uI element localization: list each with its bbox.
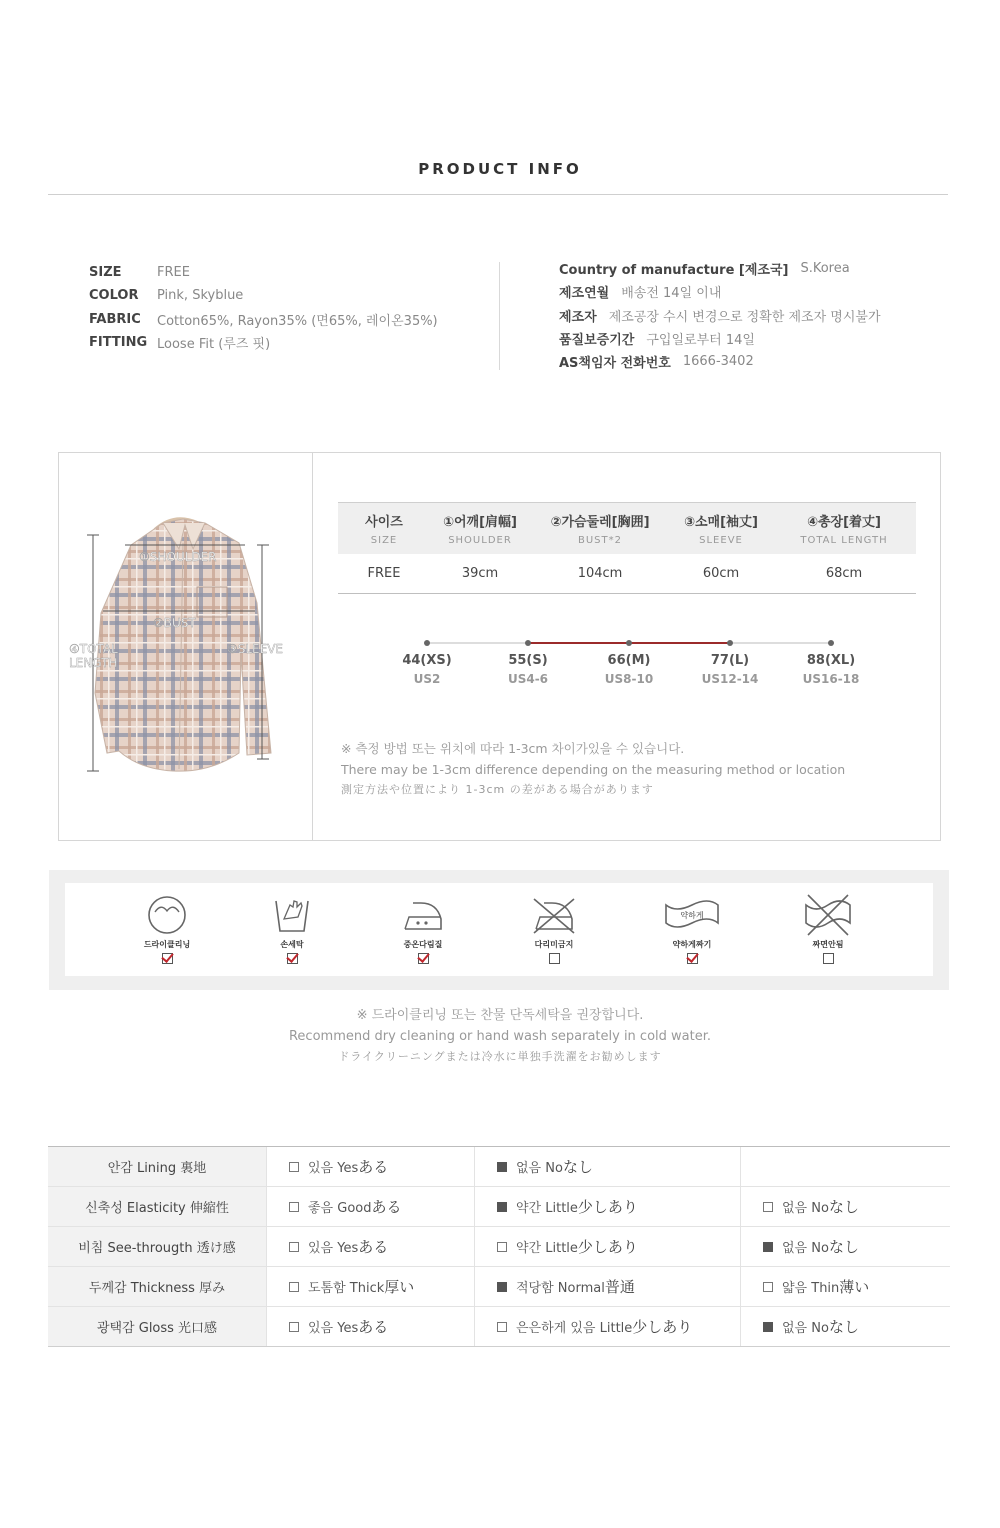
feature-option (474, 1187, 740, 1226)
info-label: Country of manufacture [제조국] (559, 263, 789, 279)
shoulder-label: ①SHOULDER (139, 550, 217, 564)
info-row-fitting (89, 331, 438, 354)
feature-option (266, 1307, 474, 1346)
option-text-jp: なし (562, 1158, 593, 1176)
option-checkbox[interactable] (497, 1202, 507, 1212)
section-title: PRODUCT INFO (418, 160, 582, 178)
feature-option (474, 1147, 740, 1186)
info-row-color (89, 284, 438, 307)
scale-dot (424, 640, 430, 646)
feature-label: 신축성 Elasticity 伸縮性 (48, 1187, 266, 1226)
info-value: Loose Fit (루즈 핏) (157, 337, 271, 353)
scale-us-size: US2 (413, 672, 441, 686)
scale-size: 88(XL) (806, 653, 856, 668)
table-cell: FREE (367, 566, 401, 581)
scale-size: 66(M) (607, 653, 651, 668)
header-en: BUST*2 (578, 535, 622, 546)
scale-label (488, 653, 568, 686)
bust-label: ②BUST (153, 616, 196, 630)
option-checkbox[interactable] (289, 1162, 299, 1172)
table-row (48, 1147, 950, 1187)
care-icons (65, 883, 933, 976)
header-ko: ②가슴둘레[胸囲] (550, 515, 650, 530)
option-text: 약간 Little (516, 1201, 578, 1216)
header-ko: 사이즈 (365, 515, 403, 530)
option-checkbox[interactable] (497, 1162, 507, 1172)
feature-option (266, 1227, 474, 1266)
info-label: 제조연월 (559, 286, 610, 302)
dry-clean-icon (145, 893, 189, 937)
option-checkbox[interactable] (289, 1322, 299, 1332)
scale-size: 55(S) (508, 653, 548, 668)
care-label: 약하게짜기 (672, 940, 712, 949)
feature-option (740, 1227, 950, 1266)
option-text-jp: ある (358, 1318, 389, 1336)
option-text: 약간 Little (516, 1241, 578, 1256)
gentle-wash-icon (662, 893, 722, 937)
hand-wash-icon (270, 893, 314, 937)
feature-label: 두께감 Thickness 厚み (48, 1267, 266, 1306)
care-item-gentle-wash (647, 893, 737, 964)
title-divider (48, 194, 948, 195)
no-iron-icon (532, 893, 576, 937)
care-checkbox[interactable] (418, 953, 429, 964)
option-text: 적당함 Normal (516, 1281, 605, 1296)
info-label: 제조자 (559, 309, 597, 325)
feature-label: 안감 Lining 裏地 (48, 1147, 266, 1186)
option-text: 은은하게 있음 Little (516, 1321, 633, 1336)
scale-dot (828, 640, 834, 646)
option-text-jp: 厚い (384, 1278, 415, 1296)
option-text-jp: 少しあり (632, 1318, 693, 1336)
option-text: 있음 Yes (308, 1161, 359, 1176)
header-en: SLEEVE (699, 535, 743, 546)
gentle-wash-text: 약하게 (680, 911, 704, 920)
option-text: 있음 Yes (308, 1241, 359, 1256)
table-row (48, 1187, 950, 1227)
scale-us-size: US4-6 (507, 672, 549, 686)
table-cell: 60cm (702, 566, 740, 581)
scale-size: 44(XS) (402, 653, 452, 668)
total-length-label: ④TOTAL (69, 642, 118, 656)
care-checkbox[interactable] (687, 953, 698, 964)
care-label: 짜면안됨 (812, 940, 844, 949)
option-text-jp: ある (358, 1158, 389, 1176)
option-checkbox[interactable] (289, 1242, 299, 1252)
care-label: 손세탁 (280, 940, 304, 949)
care-checkbox[interactable] (162, 953, 173, 964)
option-text: 도톰함 Thick (308, 1281, 385, 1296)
care-item-no-wring (783, 893, 873, 964)
info-row-size (89, 261, 438, 284)
care-checkbox[interactable] (823, 953, 834, 964)
feature-option (740, 1147, 950, 1186)
option-checkbox[interactable] (289, 1202, 299, 1212)
header-ko: ④총장[着丈] (806, 515, 881, 530)
info-value: 1666-3402 (682, 354, 754, 370)
option-text: 없음 No (516, 1161, 563, 1176)
option-text-jp: なし (828, 1198, 859, 1216)
feature-option (266, 1267, 474, 1306)
info-row-warranty (559, 327, 881, 350)
iron-icon (401, 893, 445, 937)
option-text: 없음 No (782, 1321, 829, 1336)
table-cell: 104cm (577, 566, 623, 581)
size-note-ja: 測定方法や位置により 1-3cm の差がある場合があります (341, 783, 654, 796)
info-label: SIZE (89, 265, 122, 281)
feature-option (474, 1227, 740, 1266)
option-text-jp: 薄い (839, 1278, 870, 1296)
care-item-dry-clean (122, 893, 212, 964)
info-row-country (559, 257, 881, 280)
feature-option (266, 1147, 474, 1186)
option-text-jp: なし (828, 1318, 859, 1336)
no-wring-icon (802, 893, 854, 937)
option-checkbox[interactable] (763, 1322, 773, 1332)
care-checkbox[interactable] (549, 953, 560, 964)
option-text-jp: ある (371, 1198, 402, 1216)
option-checkbox[interactable] (497, 1242, 507, 1252)
size-note-en: There may be 1-3cm difference depending on the measuring method or location (341, 761, 846, 777)
product-info-right (559, 257, 881, 373)
option-text-jp: 少しあり (577, 1198, 638, 1216)
feature-table (48, 1146, 950, 1347)
table-row (48, 1267, 950, 1307)
info-value: FREE (157, 265, 190, 281)
feature-option (266, 1187, 474, 1226)
info-value: 제조공장 수시 변경으로 정확한 제조자 명시불가 (608, 309, 881, 325)
feature-label: 광택감 Gloss 光口感 (48, 1307, 266, 1346)
option-text-jp: 普通 (604, 1278, 635, 1296)
option-checkbox[interactable] (763, 1282, 773, 1292)
scale-label (690, 653, 770, 686)
scale-dot (727, 640, 733, 646)
info-label: AS책임자 전화번호 (559, 356, 671, 372)
header-en: SIZE (370, 535, 398, 546)
header-ko: ③소매[袖丈] (683, 515, 758, 530)
info-row-fabric (89, 308, 438, 331)
size-note-ko: ※ 측정 방법 또는 위치에 따라 1-3cm 차이가있을 수 있습니다. (341, 741, 685, 756)
care-label: 중온다림질 (403, 940, 443, 949)
info-value: 구입일로부터 14일 (646, 333, 755, 349)
info-label: COLOR (89, 288, 139, 304)
table-row (48, 1307, 950, 1347)
option-checkbox[interactable] (497, 1282, 507, 1292)
info-divider (499, 262, 500, 370)
scale-us-size: US16-18 (802, 672, 860, 686)
scale-dot (525, 640, 531, 646)
scale-size: 77(L) (710, 653, 750, 668)
header-ko: ①어깨[肩幅] (442, 515, 517, 530)
option-checkbox[interactable] (763, 1242, 773, 1252)
feature-option (740, 1307, 950, 1346)
info-label: 품질보증기간 (559, 333, 635, 349)
scale-dot (626, 640, 632, 646)
option-text-jp: 少しあり (577, 1238, 638, 1256)
care-panel (49, 870, 949, 990)
info-value: Pink, Skyblue (157, 288, 244, 304)
info-label: FITTING (89, 335, 148, 351)
option-checkbox[interactable] (497, 1322, 507, 1332)
total-length-label-2: LENGTH (69, 656, 118, 670)
feature-label: 비침 See-througth 透け感 (48, 1227, 266, 1266)
option-text-jp: ある (358, 1238, 389, 1256)
header-en: TOTAL LENGTH (800, 535, 888, 546)
care-item-iron (378, 893, 468, 964)
info-value: 배송전 14일 이내 (621, 286, 722, 302)
table-row (48, 1227, 950, 1267)
care-note-ja: ドライクリーニングまたは冷水に単独手洗濯をお勧めします (338, 1050, 662, 1063)
option-checkbox[interactable] (763, 1202, 773, 1212)
size-notes (341, 739, 845, 801)
scale-label (387, 653, 467, 686)
info-row-date (559, 280, 881, 303)
sleeve-label: ③SLEEVE (227, 642, 284, 656)
option-text: 있음 Yes (308, 1321, 359, 1336)
product-info-left (89, 261, 438, 354)
feature-option (740, 1187, 950, 1226)
header-en: SHOULDER (448, 535, 512, 546)
care-checkbox[interactable] (287, 953, 298, 964)
scale-label (791, 653, 871, 686)
option-text: 얇음 Thin (782, 1281, 840, 1296)
care-item-hand-wash (247, 893, 337, 964)
option-checkbox[interactable] (289, 1282, 299, 1292)
scale-us-size: US12-14 (701, 672, 759, 686)
care-label: 다리미금지 (534, 940, 574, 949)
care-label: 드라이클리닝 (143, 940, 191, 949)
scale-label (589, 653, 669, 686)
option-text: 없음 No (782, 1241, 829, 1256)
care-note-en: Recommend dry cleaning or hand wash separately in cold water. (288, 1028, 711, 1044)
care-item-no-iron (509, 893, 599, 964)
option-text: 좋음 Good (308, 1201, 372, 1216)
table-cell: 68cm (825, 566, 863, 581)
feature-option (740, 1267, 950, 1306)
care-notes (0, 1006, 1000, 1068)
info-row-manufacturer (559, 304, 881, 327)
size-guide-box (58, 452, 941, 841)
option-text: 없음 No (782, 1201, 829, 1216)
info-value: S.Korea (800, 261, 850, 277)
info-label: FABRIC (89, 311, 141, 327)
scale-us-size: US8-10 (604, 672, 654, 686)
care-note-ko: ※ 드라이클리닝 또는 찬물 단독세탁을 권장합니다. (356, 1008, 644, 1023)
info-row-phone (559, 350, 881, 373)
feature-option (474, 1267, 740, 1306)
feature-option (474, 1307, 740, 1346)
option-text-jp: なし (828, 1238, 859, 1256)
table-cell: 39cm (461, 566, 499, 581)
info-value: Cotton65%, Rayon35% (면65%, 레이온35%) (157, 313, 438, 329)
